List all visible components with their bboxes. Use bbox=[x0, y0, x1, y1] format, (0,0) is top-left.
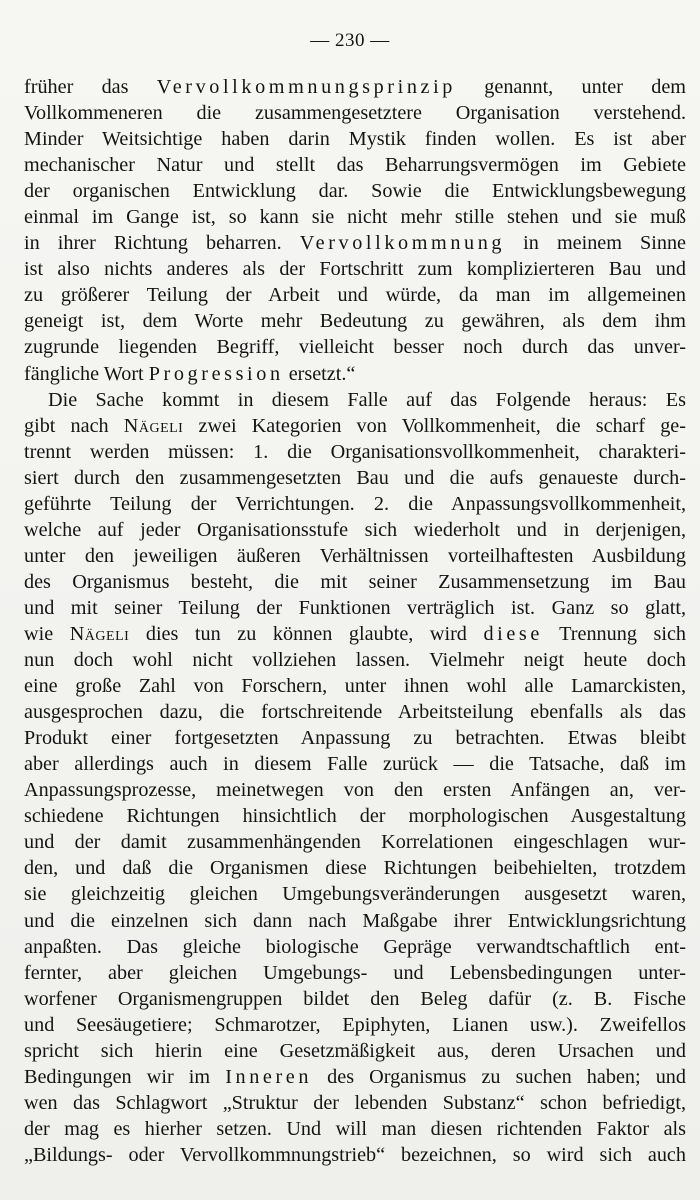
text-line bbox=[24, 595, 686, 621]
text-line bbox=[24, 621, 686, 647]
text-line bbox=[24, 699, 686, 725]
text-span: ist also nichts anderes als der Fortschritt zum komplizierteren Bau und bbox=[24, 258, 686, 281]
text-line bbox=[24, 1064, 686, 1090]
text-line bbox=[24, 1012, 686, 1038]
text-line bbox=[24, 543, 686, 569]
text-span: in ihrer Richtung beharren. bbox=[24, 232, 300, 255]
text-span: nun doch wohl nicht vollziehen lassen. Vielmehr neigt heute doch bbox=[24, 649, 686, 672]
text-line bbox=[24, 1038, 686, 1064]
text-span: aber allerdings auch in diesem Falle zurück — die Tatsache, daß im bbox=[24, 753, 686, 776]
text-span: in meinem Sinne bbox=[505, 232, 687, 255]
text-span: Produkt einer fortgesetzten Anpassung zu betrachten. Etwas bleibt bbox=[24, 727, 686, 750]
text-line bbox=[24, 1116, 686, 1142]
text-span: „Bildungs- oder Vervollkommnungstrieb“ bezeichnen, so wird sich auch bbox=[24, 1143, 686, 1166]
text-line bbox=[24, 256, 686, 282]
text-span: früher das bbox=[24, 76, 157, 98]
text-span: und die einzelnen sich dann nach Maßgabe ihrer Entwicklungsrichtung bbox=[24, 909, 686, 932]
body-text bbox=[24, 74, 686, 1168]
text-span: fernter, aber gleichen Umgebungs- und Lebensbedingungen unter- bbox=[24, 961, 686, 984]
text-line bbox=[24, 569, 686, 595]
text-span: zu größerer Teilung der Arbeit und würde, da man im allgemeinen bbox=[24, 284, 686, 307]
text-line bbox=[24, 308, 686, 334]
text-line bbox=[24, 282, 686, 308]
text-line bbox=[24, 126, 686, 152]
text-span: und mit seiner Teilung der Funktionen verträglich ist. Ganz so glatt, bbox=[24, 596, 686, 619]
text-span: anpaßten. Das gleiche biologische Gepräge verwandtschaftlich ent- bbox=[24, 935, 686, 958]
text-span: Vollkommeneren die zusammengesetztere Organisation verstehend. bbox=[24, 102, 686, 125]
text-span: eine große Zahl von Forschern, unter ihnen wohl alle Lamarckisten, bbox=[24, 675, 686, 698]
text-span: Bedingungen wir im bbox=[24, 1065, 226, 1088]
text-span: sie gleichzeitig gleichen Umgebungsveränderungen ausgesetzt waren, bbox=[24, 883, 686, 906]
text-line bbox=[24, 74, 686, 100]
text-line bbox=[24, 908, 686, 934]
text-span: wie bbox=[24, 622, 70, 645]
text-line bbox=[24, 387, 686, 413]
text-line bbox=[24, 413, 686, 439]
text-span: ausgesprochen dazu, die fortschreitende Arbeitsteilung ebenfalls als das bbox=[24, 701, 686, 724]
text-span: Trennung sich bbox=[542, 622, 686, 645]
text-line bbox=[24, 986, 686, 1012]
text-span: geführte Teilung der Verrichtungen. 2. die Anpassungsvollkommenheit, bbox=[24, 492, 686, 515]
text-span: genannt, unter dem bbox=[456, 76, 686, 98]
text-span: zugrunde liegenden Begriff, vielleicht besser noch durch das unver- bbox=[24, 336, 686, 359]
text-line bbox=[24, 751, 686, 777]
text-span: worfener Organismengruppen bildet den Beleg dafür (z. B. Fische bbox=[24, 987, 686, 1010]
page-number: — 230 — bbox=[310, 30, 390, 51]
text-line bbox=[24, 439, 686, 465]
text-line bbox=[24, 881, 686, 907]
emphasized-text: Vervollkommnungsprinzip bbox=[156, 76, 456, 98]
text-span: trennt werden müssen: 1. die Organisationsvollkommenheit, charakteri- bbox=[24, 440, 686, 463]
text-line bbox=[24, 1090, 686, 1116]
text-span: spricht sich hierin eine Gesetzmäßigkeit aus, deren Ursachen und bbox=[24, 1039, 686, 1062]
text-line bbox=[24, 517, 686, 543]
author-name: Nägeli bbox=[123, 414, 184, 437]
text-line bbox=[24, 361, 686, 387]
text-span: dies tun zu können glaubte, wird bbox=[129, 622, 484, 645]
emphasized-text: Inneren bbox=[225, 1065, 313, 1088]
author-name: Nägeli bbox=[69, 622, 130, 645]
text-line bbox=[24, 960, 686, 986]
text-span: des Organismus zu suchen haben; und bbox=[312, 1065, 686, 1088]
text-span: und Seesäugetiere; Schmarotzer, Epiphyten, Lianen usw.). Zweifellos bbox=[24, 1013, 686, 1036]
text-line bbox=[24, 934, 686, 960]
text-line bbox=[24, 777, 686, 803]
text-span: wen das Schlagwort „Struktur der lebenden Substanz“ schon befriedigt, bbox=[24, 1091, 686, 1114]
text-line bbox=[24, 855, 686, 881]
text-line bbox=[24, 803, 686, 829]
text-span: des Organismus besteht, die mit seiner Zusammensetzung im Bau bbox=[24, 570, 686, 593]
text-line bbox=[24, 152, 686, 178]
text-line bbox=[24, 491, 686, 517]
text-span: Anpassungsprozesse, meinetwegen von den ersten Anfängen an, ver- bbox=[24, 779, 686, 802]
text-span: den, und daß die Organismen diese Richtungen beibehielten, trotzdem bbox=[24, 857, 686, 880]
text-line bbox=[24, 465, 686, 491]
text-span: Die Sache kommt in diesem Falle auf das Folgende heraus: Es bbox=[48, 388, 686, 411]
text-span: gibt nach bbox=[24, 414, 124, 437]
emphasized-text: Vervollkommnung bbox=[299, 232, 506, 255]
text-span: zwei Kategorien von Vollkommenheit, die scharf ge- bbox=[183, 414, 686, 437]
text-span: fängliche Wort bbox=[24, 362, 149, 385]
text-line bbox=[24, 1142, 686, 1168]
text-line bbox=[24, 230, 686, 256]
text-line bbox=[24, 829, 686, 855]
text-line bbox=[24, 204, 686, 230]
text-span: der organischen Entwicklung dar. Sowie die Entwicklungsbewegung bbox=[24, 180, 686, 203]
text-span: mechanischer Natur und stellt das Beharrungsvermögen im Gebiete bbox=[24, 154, 686, 177]
text-line bbox=[24, 725, 686, 751]
text-span: einmal im Gange ist, so kann sie nicht mehr stille stehen und sie muß bbox=[24, 206, 686, 229]
text-span: unter den jeweiligen äußeren Verhältnissen vorteilhaftesten Ausbildung bbox=[24, 544, 686, 567]
text-line bbox=[24, 334, 686, 360]
emphasized-text: Progression bbox=[148, 362, 284, 385]
text-span: welche auf jeder Organisationsstufe sich wiederholt und in derjenigen, bbox=[24, 518, 686, 541]
text-span: ersetzt.“ bbox=[283, 362, 356, 385]
text-span: schiedene Richtungen hinsichtlich der morphologischen Ausgestaltung bbox=[24, 805, 686, 828]
text-span: und der damit zusammenhängenden Korrelationen eingeschlagen wur- bbox=[24, 831, 686, 854]
text-span: der mag es hierher setzen. Und will man diesen richtenden Faktor als bbox=[24, 1117, 686, 1140]
text-line bbox=[24, 178, 686, 204]
text-span: siert durch den zusammengesetzten Bau und die aufs genaueste durch- bbox=[24, 466, 686, 489]
emphasized-text: diese bbox=[483, 622, 543, 645]
text-span: Minder Weitsichtige haben darin Mystik finden wollen. Es ist aber bbox=[24, 128, 686, 151]
text-line bbox=[24, 647, 686, 673]
text-line bbox=[24, 100, 686, 126]
text-span: geneigt ist, dem Worte mehr Bedeutung zu gewähren, als dem ihm bbox=[24, 310, 686, 333]
text-line bbox=[24, 673, 686, 699]
